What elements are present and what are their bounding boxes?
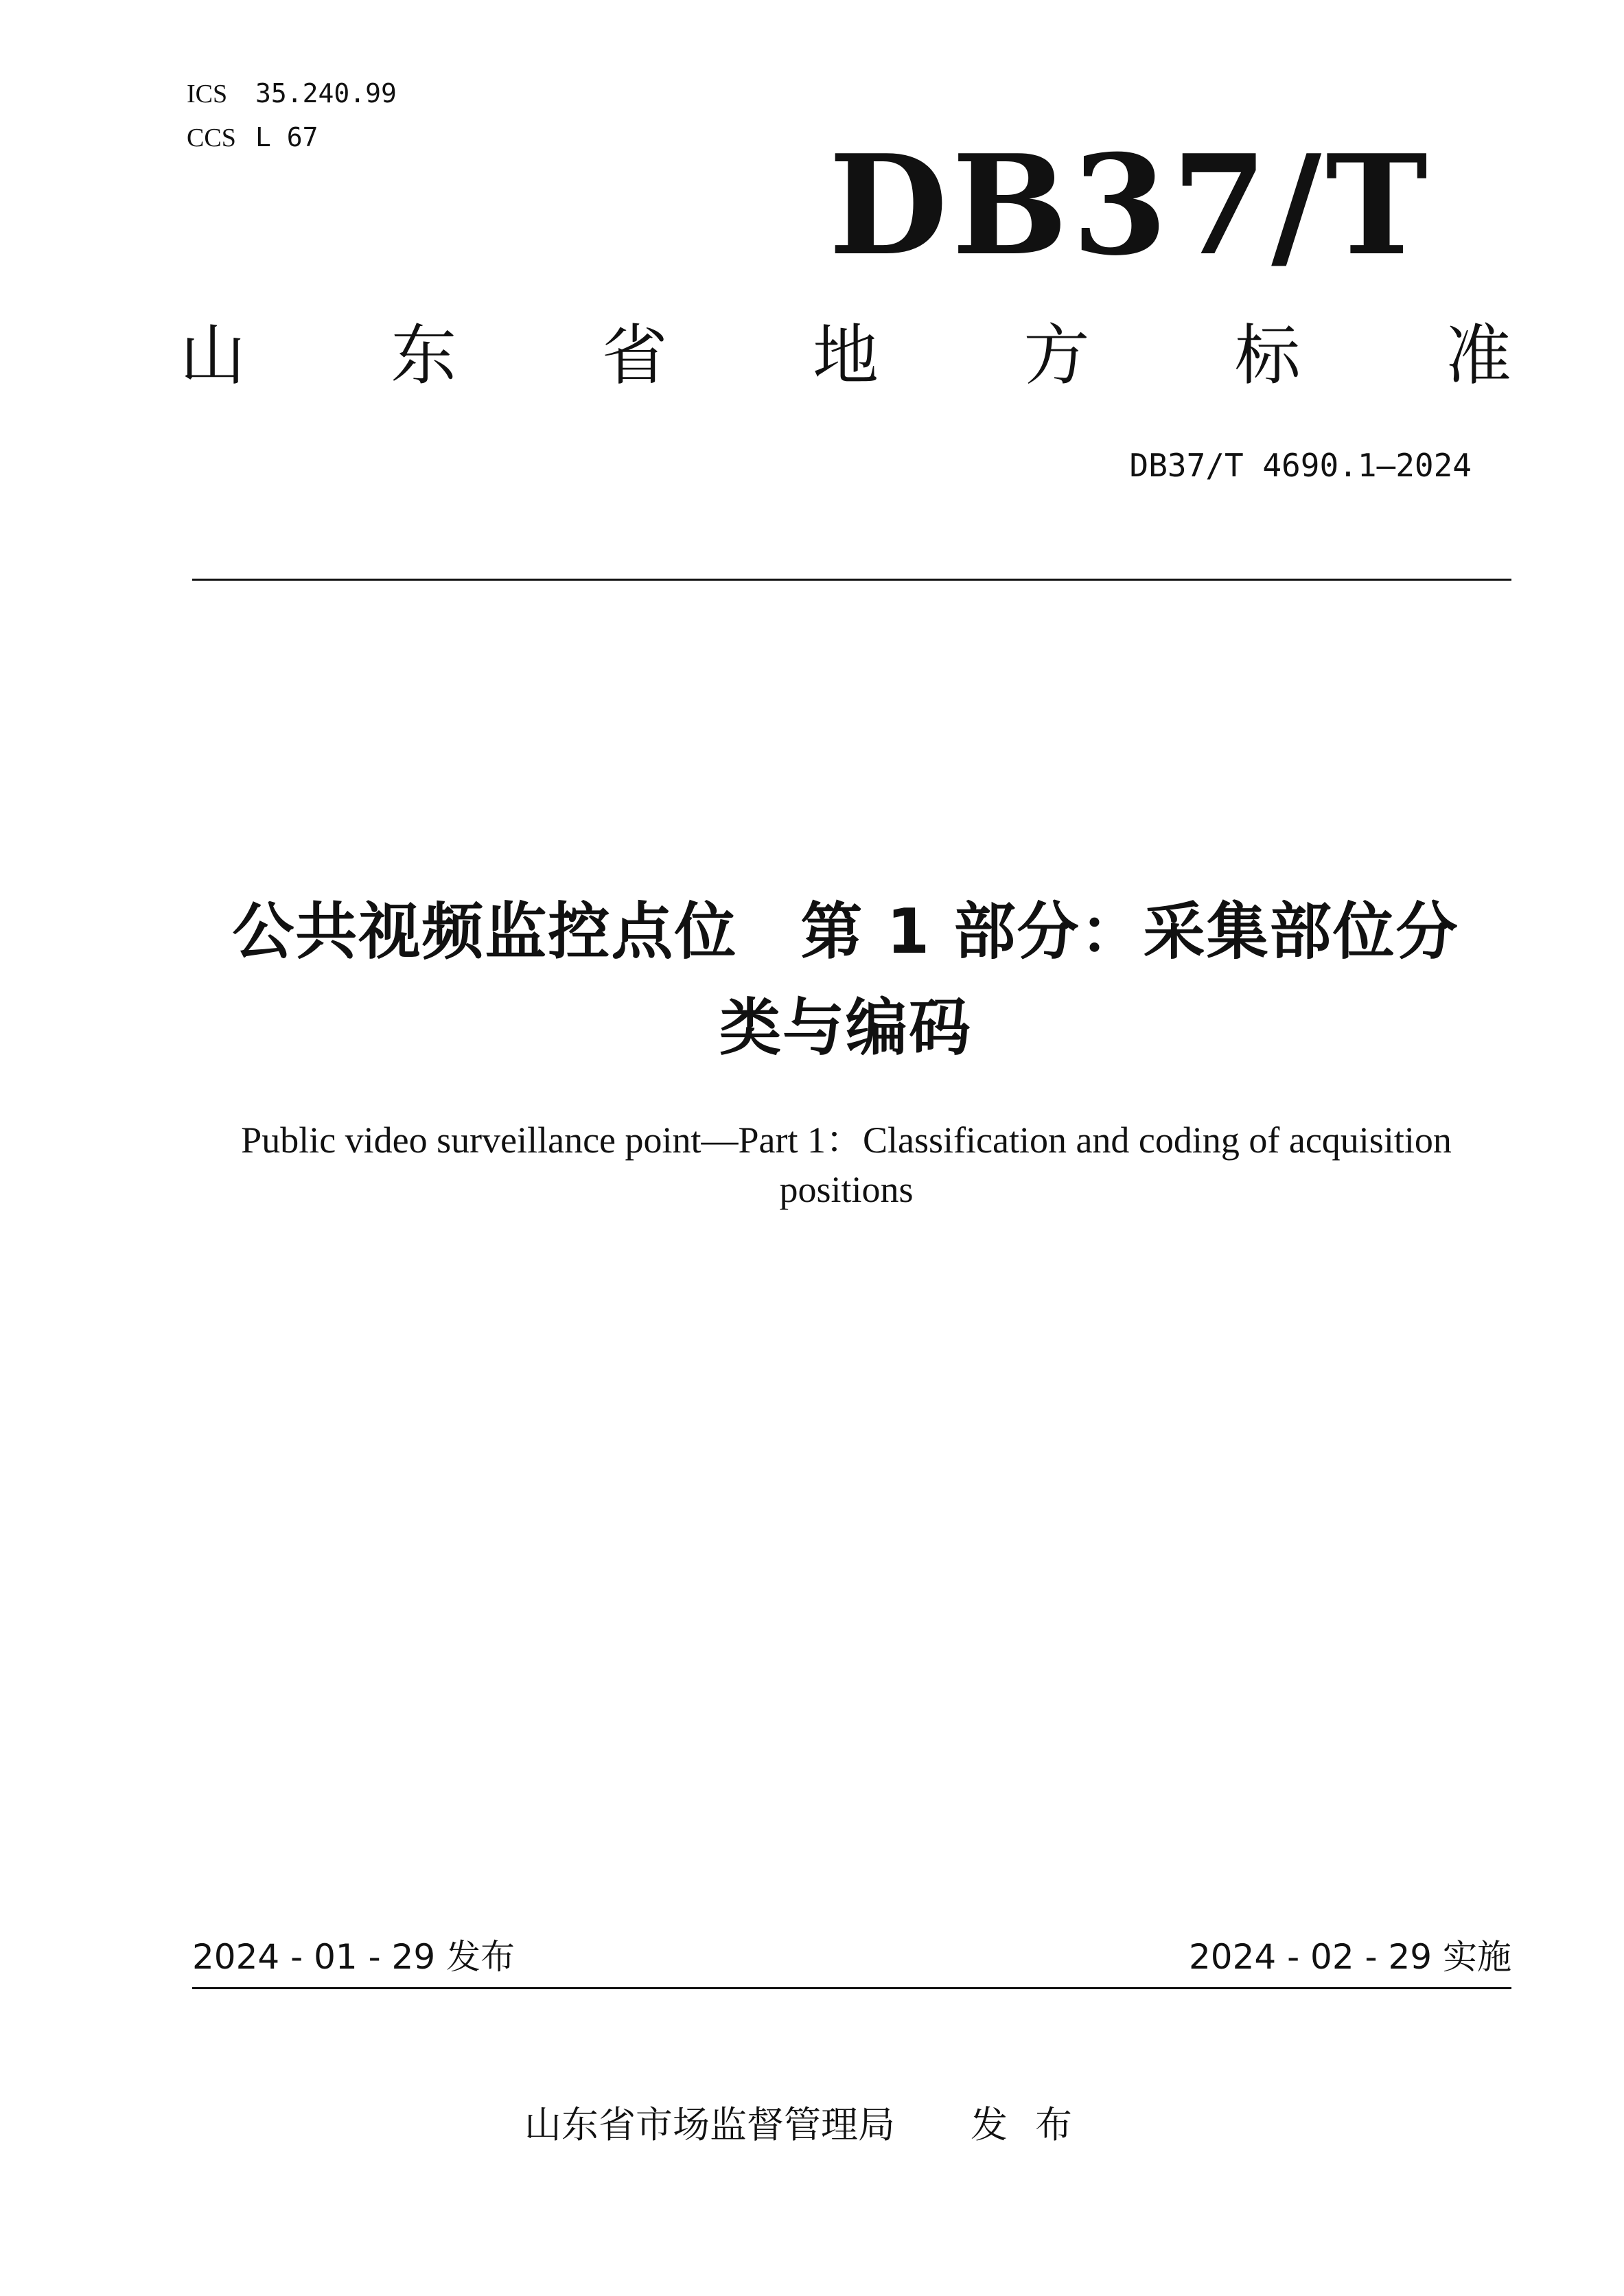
ics-value: 35.240.99 — [255, 78, 397, 108]
implement-date: 2024 - 02 - 29 实施 — [1188, 1937, 1511, 1977]
bottom-divider — [192, 1987, 1511, 1989]
header-title-char: 省 — [601, 317, 668, 394]
english-title — [206, 1115, 1487, 1214]
main-title — [178, 884, 1513, 1076]
header-title-char: 山 — [180, 317, 246, 394]
ics-code — [187, 77, 397, 111]
ccs-code — [187, 121, 318, 154]
issuer-name: 山东省市场监督管理局 — [524, 2103, 895, 2146]
publish-date: 2024 - 01 - 29 发布 — [192, 1937, 515, 1977]
header-title — [180, 314, 1511, 397]
english-title-line-2: positions — [779, 1169, 914, 1210]
issuer-action: 发布 — [971, 2103, 1100, 2146]
issuer — [0, 2098, 1624, 2153]
header-title-char: 标 — [1234, 317, 1301, 394]
main-title-line-1: 公共视频监控点位 第 1 部分：采集部位分 — [232, 896, 1459, 968]
ccs-label: CCS — [187, 124, 236, 152]
ccs-value: L 67 — [255, 122, 318, 152]
header-title-char: 东 — [391, 317, 457, 394]
english-title-line-1: Public video surveillance point—Part 1：Classification and coding of acquisition — [241, 1120, 1452, 1161]
main-title-line-2: 类与编码 — [719, 992, 972, 1064]
header-title-char: 方 — [1023, 317, 1090, 394]
standard-logo: DB37/T — [828, 125, 1432, 286]
header-title-char: 准 — [1445, 317, 1511, 394]
standard-number: DB37/T 4690.1—2024 — [1129, 447, 1472, 484]
top-divider — [192, 579, 1511, 581]
header-title-char: 地 — [812, 317, 879, 394]
ics-label: ICS — [187, 80, 228, 108]
